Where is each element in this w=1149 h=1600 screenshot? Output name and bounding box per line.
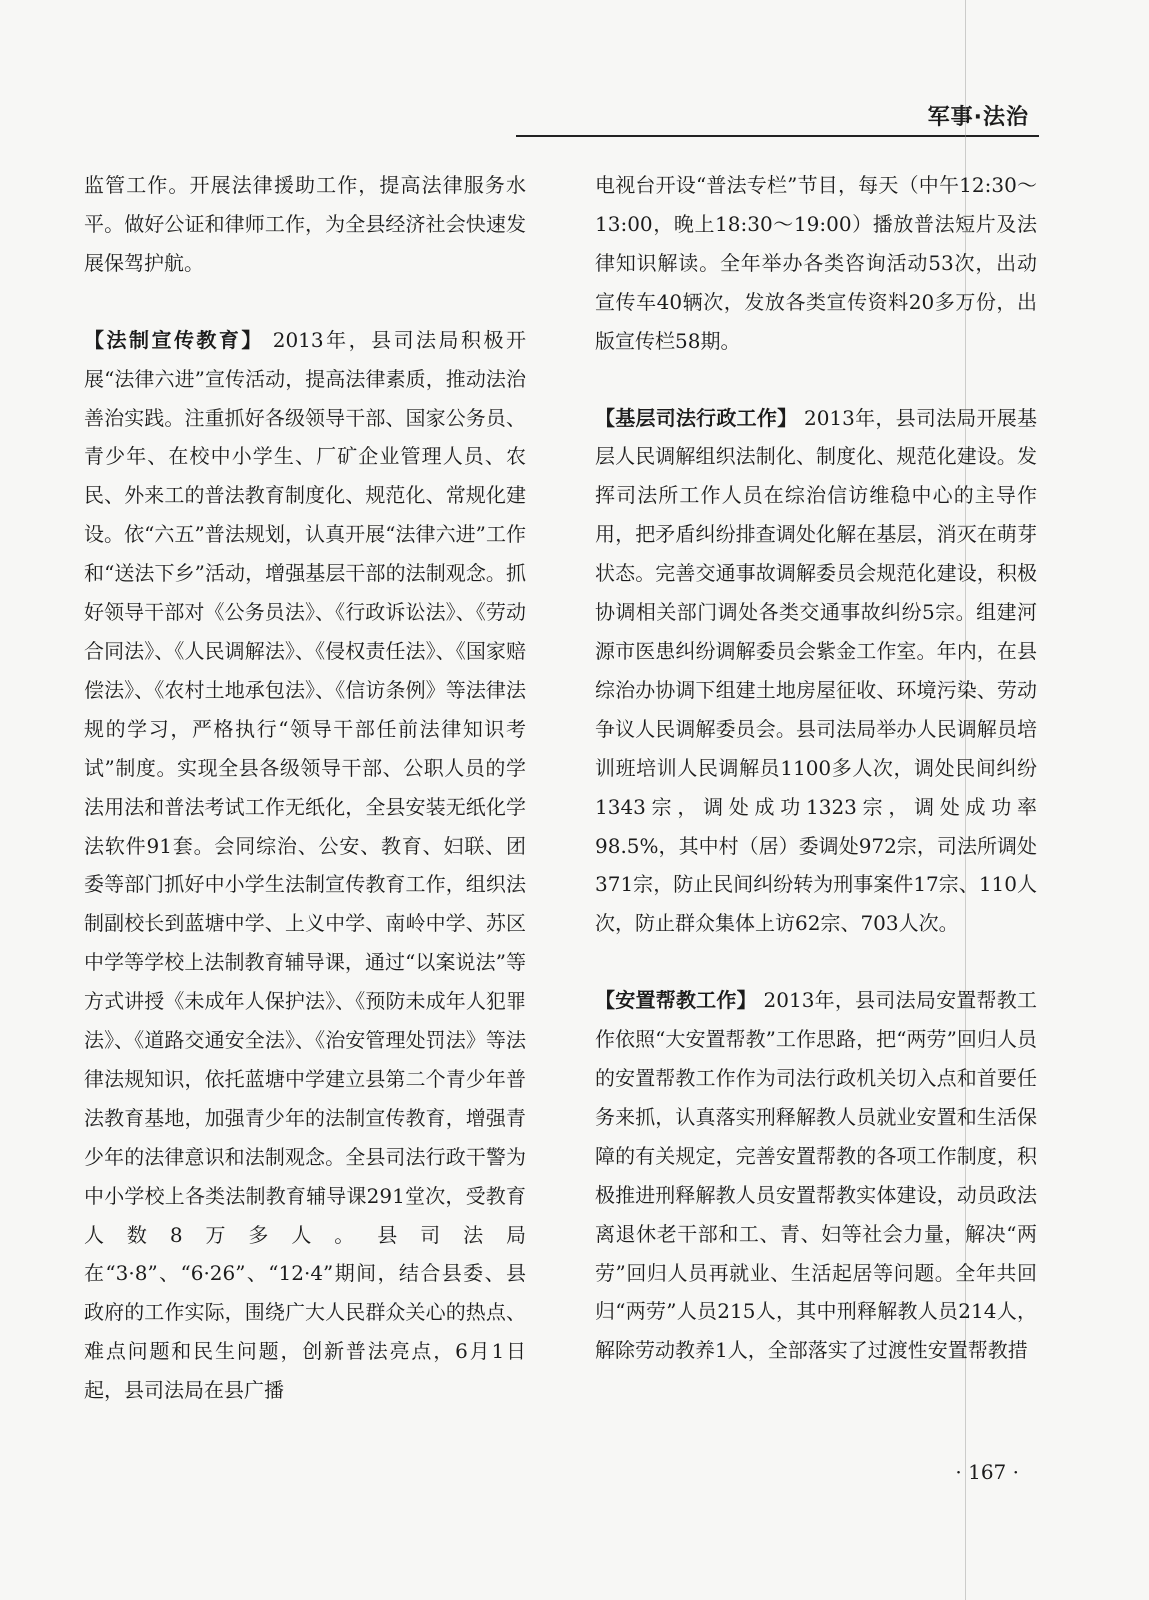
header-rule <box>516 135 1039 137</box>
grassroots-judicial-section <box>595 399 1037 944</box>
left-column <box>84 166 526 1410</box>
section-header: 军事·法治 <box>927 105 1029 130</box>
resettlement-section <box>595 981 1037 1370</box>
legal-education-section <box>84 321 526 1410</box>
page-number: · 167 · <box>955 1460 1019 1484</box>
continued-paragraph: 电视台开设“普法专栏”节目，每天（中午12:30～13:00，晚上18:30～19:00）播放普法短片及法律知识解读。全年举办各类咨询活动53次，出动宣传车40辆次，发放各类宣传资料20多万份，出版宣传栏58期。 <box>595 173 1037 353</box>
section-body: 2013年，县司法局开展基层人民调解组织法制化、制度化、规范化建设。发挥司法所工作人员在综治信访维稳中心的主导作用，把矛盾纠纷排查调处化解在基层，消灭在萌芽状态。完善交通事故调解委员会规范化建设，积极协调相关部门调处各类交通事故纠纷5宗。组建河源市医患纠纷调解委员会紫金工作室。年内，在县综治办协调下组建土地房屋征收、环境污染、劳动争议人民调解委员会。县司法局举办人民调解员培训班培训人民调解员1100多人次，调处民间纠纷1343宗，调处成功1323宗，调处成功率98.5%，其中村（居）委调处972宗，司法所调处371宗，防止民间纠纷转为刑事案件17宗、110人次，防止群众集体上访62宗、703人次。 <box>595 405 1038 936</box>
continued-paragraph: 监管工作。开展法律援助工作，提高法律服务水平。做好公证和律师工作，为全县经济社会快速发展保驾护航。 <box>84 173 526 275</box>
right-column <box>595 166 1037 1370</box>
section-heading: 【基层司法行政工作】 <box>595 405 798 430</box>
section-heading: 【安置帮教工作】 <box>595 988 757 1013</box>
section-heading: 【法制宣传教育】 <box>84 327 264 352</box>
section-body: 2013年，县司法局积极开展“法律六进”宣传活动，提高法律素质，推动法治善治实践。注重抓好各级领导干部、国家公务员、青少年、在校中小学生、厂矿企业管理人员、农民、外来工的普法教育制度化、规范化、常规化建设。依“六五”普法规划，认真开展“法律六进”工作和“送法下乡”活动，增强基层干部的法制观念。抓好领导干部对《公务员法》、《行政诉讼法》、《劳动合同法》、《人民调解法》、《侵权责任法》、《国家赔偿法》、《农村土地承包法》、《信访条例》等法律法规的学习，严格执行“领导干部任前法律知识考试”制度。实现全县各级领导干部、公职人员的学法用法和普法考试工作无纸化，全县安装无纸化学法软件91套。会同综治、公安、教育、妇联、团委等部门抓好中小学生法制宣传教育工作，组织法制副校长到蓝塘中学、上义中学、南岭中学、苏区中学等学校上法制教育辅导课，通过“以案说法”等方式讲授《未成年人保护法》、《预防未成年人犯罪法》、《道路交通安全法》、《治安管理处罚法》等法律法规知识，依托蓝塘中学建立县第二个青少年普法教育基地，加强青少年的法制宣传教育，增强青少年的法律意识和法制观念。全县司法行政干警为中小学校上各类法制教育辅导课291堂次，受教育人数8万多人。县司法局在“3·8”、“6·26”、“12·4”期间，结合县委、县政府的工作实际，围绕广大人民群众关心的热点、难点问题和民生问题，创新普法亮点，6月1日起，县司法局在县广播 <box>84 327 526 1403</box>
section-body: 2013年，县司法局安置帮教工作依照“大安置帮教”工作思路，把“两劳”回归人员的安置帮教工作作为司法行政机关切入点和首要任务来抓，认真落实刑释解教人员就业安置和生活保障的有关规定，完善安置帮教的各项工作制度，积极推进刑释解教人员安置帮教实体建设，动员政法离退休老干部和工、青、妇等社会力量，解决“两劳”回归人员再就业、生活起居等问题。全年共回归“两劳”人员215人，其中刑释解教人员214人，解除劳动教养1人，全部落实了过渡性安置帮教措 <box>595 988 1038 1363</box>
